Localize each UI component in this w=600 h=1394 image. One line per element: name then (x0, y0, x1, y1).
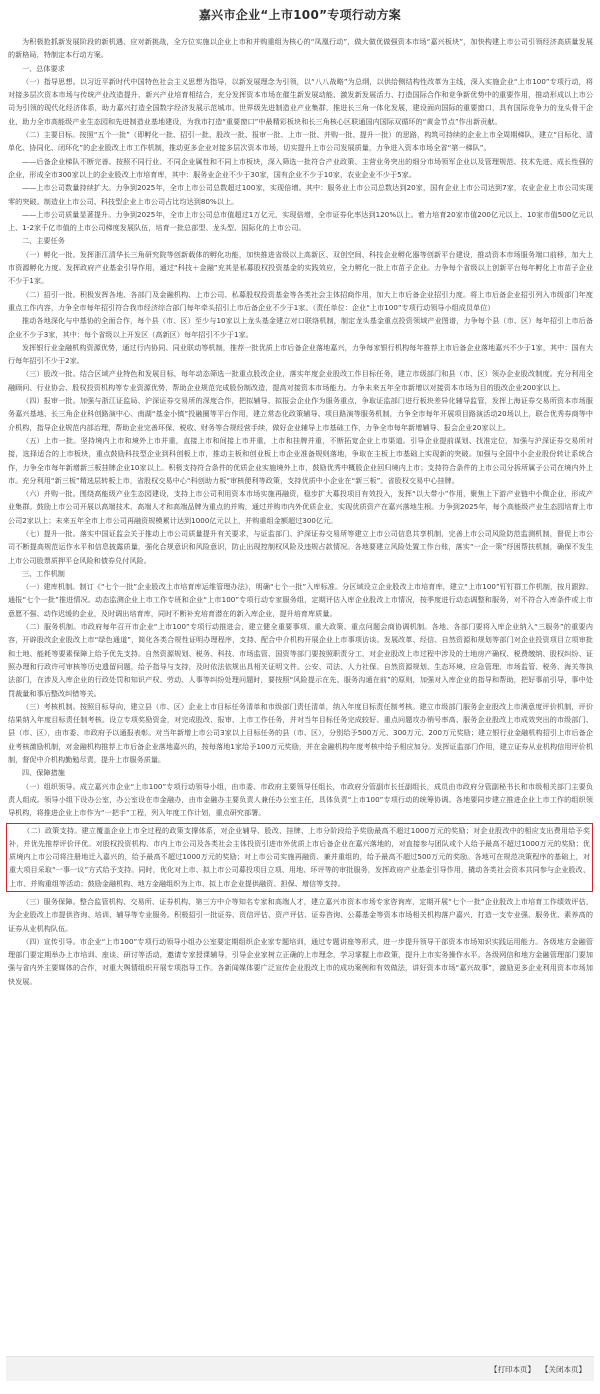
paragraph: （三）股改一批。结合区域产业特色和发展目标，每年动态筛选一批重点股改企业，落实年度企业股改工作目标任务，建立市级部门和县（市、区）领办企业股改制度。充分利用全融顾问、行业协会、股权投资机构等专业资源优势，帮助企业规范完成股份制改造，提高对接资本市场能力。力争未来五年全市新增以对接资本市场为目的股改企业200家以上。 (8, 369, 593, 392)
paragraph: 三、工作机制 (22, 568, 65, 578)
paragraph: （二）主要目标。按照“五个一批”（即孵化一批、招引一批、股改一批、报审一批、上市一批、并购一批、提升一批）的思路，构筑可持续的企业上市全周期梯队，建立“目标化、清单化、协同化、闭环化”的企业股改上市工作机制，推动更多企业对接多层次资本市场，切实提升上市公司发展质量，力争进入资本市场全省“第一梯队”。 (8, 130, 593, 153)
paragraph-list (8, 62, 593, 820)
paragraph: ——上市公司质量显著提升。力争到2025年，全市上市公司总市值超过1万亿元，实现倍增，全市证券化率达到120%以上。着力培育20家市值200亿元以上、10家市值500亿元以上、1-2家千亿市值的上市公司梯度发展队伍，培育一批总部型、龙头型、国际化的上市公司。 (8, 209, 593, 233)
policy-support-paragraph: （二）政策支持。建立覆盖企业上市全过程的政策支撑体系，对企业辅导、股改、挂牌、上市分阶段给予奖励最高不超过1000万元的奖励；对企业股改中的相应支出费用给予奖补，并优先推荐评价评优。对股权投资机构、市内上市公司及各类社会主体投资引进市外优质上市后备企业在嘉兴落地的，对直接参与团队或个人给予最高不超过1000万元的奖励；优质境内上市公司将注册地迁入嘉兴的，给予最高不超过1000万元的奖励；对上市公司实施再融资、兼并重组的，给予最高不超过500万元的奖励。各地可在规范决策程序的基础上，对重大项目采取“一事一议”方式给予支持。同时，优化对上市、拟上市公司募投项目立项、用地、环评等的审批服务，发挥政府产业基金引导作用，撬动各类社会资本共同参与企业股改、上市、并购重组等活动；鼓励金融机构、地方金融组织为上市、拟上市企业提供融资、担保、增信等支持。 (9, 825, 590, 888)
paragraph: （六）并购一批。围绕高能级产业生态园建设，支持上市公司利用资本市场实施再融资，稳步扩大募投项目有效投入，发挥“以大带小”作用，聚焦上下游产业链中小微企业，形成产业集群。鼓励上市公司开展以高端技术、高端人才和高端品牌为重点的并购，通过并购市内外优质企业，实现优质资产在嘉兴落地生根。力争到2025年，每个高能级产业生态园培育上市公司2家以上；未来五年全市上市公司再融资规模累计达到1000亿元以上，并购重组金额超过300亿元。 (8, 489, 593, 525)
paragraph: （四）报审一批。加强与浙江证监局、沪深证券交易所的深度合作，把拟辅导、拟报会企业作为服务重点，争取证监部门进行板块差异化辅导监管，发挥上海证券交易所资本市场服务嘉兴基地、长三角企业科创路演中心、南湖“基金小镇”投融圈等平台作用，建立常态化政策辅导、项目路演等服务机制，力争全市每年开展项目路演活动20场以上，联合优秀券商等中介机构，指导企业规范内部治理，帮助企业完善环保、税收、财务等合规经营手续，做好企业辅导上市基础工作，力争全市每年新增辅导、报会企业20家以上。 (8, 396, 593, 432)
paragraph: （三）考核机制。按照目标导向，建立县（市、区）企业上市目标任务清单和市级部门责任清单，纳入年度目标责任制考核。建立市级部门服务企业股改上市满意度评价机制，评价结果纳入年度目标责任制考核。设立专项奖励资金，对完成股改、报审、上市工作任务，并对当年目标任务完成较好、重点问题攻办销号率高、服务企业股改上市成效突出的市级部门、县（市、区），由市委、市政府予以通报表彰。对当年新增上市公司3家以上目标任务的县（市、区），分别给予500万元、300万元、200万元奖励；建立银行业金融机构招引上市后备企业考核激励机制，对金融机构推荐上市后备企业落地嘉兴的，按每落地1家给予100万元奖励，并在金融机构年度考核中给予相应加分。发挥证监部门作用，建立证券从业机构信用评价机制，督促中介机构勤勉尽责，提升上市服务质量。 (8, 701, 593, 765)
paragraph: （五）上市一批。坚持境内上市和境外上市并重，直接上市和间接上市并重，上市和挂牌并重，不断拓宽企业上市渠道。引导企业提前谋划、找准定位，加强与沪深证券交易所对接，选择适合的上市板块，重点鼓励科技型企业到科创板上市，推动主板和创业板上市企业准备规则落地，争取在主板上市基础上实现新的突破。加强与全国中小企业股份转让系统合作，力争全市每年新增新三板挂牌企业10家以上。积极支持符合条件的优质企业实施境外上市，鼓励优秀中概股企业回归境内上市；支持符合条件的上市公司分拆所属子公司在境内外上市。充分利用“新三板”精选层转板上市，省股权交易中心“科创助力板”审核便利等政策，支持优质中小企业在“新三板”、省股权交易中心挂牌。 (8, 435, 593, 485)
paragraph: 四、保障措施 (22, 768, 65, 778)
paragraph: （一）建库机制。制订《“七个一批”企业股改上市培育库运维管理办法》，明确“七个一批”入库标准。分区域设立企业股改上市培育库，建立“上市100”钉钉群工作机制，按月跟踪、通报“七个一批”推进情况。动态监测企业上市工作专班和企业“上市100”专项行动专家服务组，定期评估入库企业股改上市情况，按季度进行动态调整和服务，对不符合入库条件或上市意愿不强、动作迟缓的企业，及时调出培育库，同时不断补充培育潜在的新入库企业，提升培育库质量。 (8, 582, 593, 618)
paragraph: （一）指导思想。以习近平新时代中国特色社会主义思想为指导，以新发展理念为引领，以“八八战略”为总纲，以供给侧结构性改革为主线，深入实施企业“上市100”专项行动，将对接多层次资本市场与传统产业改造提升、新兴产业培育相结合，充分发挥资本市场在催生新发展动能、激发新发展活力、打造国际合作和竞争新优势中的重要作用，推动形成以上市公司为引领的现代化经济体系，助力嘉兴打造全国数字经济发展示范城市、世界级先进制造业产业集群，推进长三角一体化发展，建设面向国际的重要窗口，具有国际竞争力的龙头骨干企业，助力全市高能级产业生态园和先进制造业基地建设，为我市打造“重要窗口”中最精彩板块和长三角核心区联通国内国际双循环的“黄金节点”作出新贡献。 (8, 76, 593, 126)
paragraph: 二、主要任务 (22, 236, 65, 246)
paragraph: （一）孵化一批。发挥浙江清华长三角研究院等创新载体的孵化功能，加快推进省级以上高新区、双创空间、科技企业孵化器等创新平台建设，推动资本市场服务端口前移，加大上市资源孵化力度。发挥政府产业基金引导作用，通过“科技＋金融”充其是私募股权投资基金的实践效应，全力孵化一批上市苗子企业。力争每个省级以上创新平台每年孵化上市苗子企业不少于1家。 (8, 249, 593, 286)
highlight-box (6, 823, 593, 892)
footer-bar (6, 1356, 594, 1381)
close-page-link[interactable]: 【关闭本页】 (541, 1364, 586, 1374)
paragraph: （三）服务保障。整合监管机构、交易所、证券机构、第三方中介等知名专家和高端人才，建立嘉兴市资本市场专家咨询库，定期开展“七个一批”企业股改上市培育工作绩效评估，为企业股改上市提供咨询、培训、辅导等专业服务。积极招引一批证券、资信评估、资产评估、证券咨询、公募基金等资本市场相关机构落户嘉兴，打造一支专业强、服务优、素养高的证券从业机构队伍。 (8, 897, 593, 933)
intro-paragraph: 为积极抢抓新发展阶段的新机遇、应对新挑战，全方位实施以企业上市和并购重组为核心的“凤凰行动”，做大做优做强资本市场“嘉兴板块”，加快构建上市公司引领经济高质量发展的新格局，特制定本行动方案。 (8, 37, 593, 60)
paragraph: （七）提升一批。落实中国证监会关于推动上市公司质量提升有关要求，与证监部门、沪深证券交易所等建立上市公司信息共享机制，完善上市公司风险防范监测机制，督促上市公司不断提高规范运作水平和信息披露质量，强化合规意识和风险意识，防止出现控制权风险及违规占款情况。各地要建立风险处置工作台账，落实“一企一策”纾困帮扶机制，确保不发生上市公司股票质押平仓风险和债券兑付风险。 (8, 528, 593, 565)
paragraph: 推动各地深化与中基协的全面合作，每个县（市、区）至少与10家以上龙头基金建立对口联络机制，制定龙头基金重点投资领域产业图谱，力争每个县（市、区）每年招引上市后备企业不少于3家，其中：每个省级以上开发区（高新区）每年招引不少于1家。 (8, 316, 593, 339)
paragraph: （一）组织领导。成立嘉兴市企业“上市100”专项行动领导小组，由市委、市政府主要领导任组长，市政府分管副市长任副组长，成员由市政府分管副秘书长和市级相关部门主要负责人组成。领导小组下设办公室，办公室设在市金融办，由市金融办主要负责人兼任办公室主任，具体负责“上市100”专项行动的统筹协调。各地要同步建立推进企业上市工作的组织领导机构，将推进企业上市作为“一把手”工程，列入年度工作计划，重点研究部署。 (8, 781, 593, 818)
paragraph: （二）服务机制。市政府每年召开市企业“上市100”专项行动推进会，建立健全重要事项、重大政策、重点问题会商协调机制。各地、各部门要将入库企业纳入“三服务”的重要内容，开辟股改企业股改上市“绿色通道”，简化各类合规性证明办理程序，支持、配合中介机构开展企业上市事项访谈。发展改革、经信、自然资源和规划等部门对企业投资项目立项审批和土地、能耗等要素保障上给予优先支持。自然资源规划、税务、科技、市场监管、国资等部门要按照职责分工，对企业股改上市过程中涉及的土地房产确权、税费缴纳、股权纠纷、证照办理和行政许可审核等历史遗留问题，给予指导与支持，及时依法依规出具相关证明文件。公安、司法、人力社保、自然资源规划、生态环境、应急管理、市场监管、税务、海关等执法部门，在涉及入库企业的行政处罚和知识产权、劳动、人事等纠纷处理问题时，要按照“风险提示在先、服务沟通在前”的原则，加强对入库企业的指导和帮助，把好事前引导，事中处罚裁量和事后整改纠错等关。 (8, 622, 593, 698)
paragraph: 发挥银行业金融机构资源优势，通过行内协同、同业联动等机制，推荐一批优质上市后备企业落地嘉兴，力争每家银行机构每年推荐上市后备企业落地嘉兴不少于1家，其中：国有大行每年招引不少于2家。 (8, 342, 593, 366)
print-page-link[interactable]: 【打印本页】 (490, 1364, 535, 1374)
paragraph: ——后备企业梯队不断完善。按照不同行业、不同企业属性和不同上市板块，深入筛选一批符合产业政策、主营业务突出的细分市场领军企业以及管理规范、技术先进、成长性强的企业，形成全市300家以上的企业股改上市培育库，其中：服务业企业不少于30家，国有企业不少于10家，农业企业不少于5家。 (8, 156, 593, 179)
paragraph: 一、总体要求 (22, 63, 65, 73)
article-title: 嘉兴市企业“上市100”专项行动方案 (198, 8, 402, 22)
paragraph: ——上市公司数量持续扩大。力争到2025年，全市上市公司总数超过100家，实现倍增。其中：服务业上市公司总数达到20家，国有企业上市公司达到7家，农业企业上市公司实现零的突破。制造业上市公司、科技型企业上市公司占比均达到80%以上。 (8, 183, 593, 206)
article-body (0, 35, 600, 988)
paragraph: （四）宣传引导。市企业“上市100”专项行动领导小组办公室要定期组织企业家专题培训，通过专题讲座等形式，进一步提升领导干部资本市场知识实践运用能力。各级地方金融管理部门要定期举办上市培训、座谈、研讨等活动，邀请专家授课辅导，引导企业家树立正确的上市理念，学习掌握上市政策，提升上市实务操作水平。各级网信和地方金融管理部门要加强与省内外主要媒体的合作，对重大舆情组织开展专项指导工作。各新闻媒体要广泛宣传企业股改上市的成功案例和有效做法，讲好资本市场“嘉兴故事”，激励更多企业利用资本市场加快发展。 (8, 936, 593, 986)
paragraph: （二）招引一批。积极发挥各地、各部门及金融机构、上市公司、私募股权投资基金等各类社会主体招商作用，加大上市后备企业招引力度。将上市后备企业招引列入市级部门年度重点工作内容，力争全市每年招引符合我市经济综合部门每年牵头招引上市后备企业不少于1家。（责任单位：企业“上市100”专项行动领导小组成员单位） (8, 289, 593, 312)
closing-paragraph-list (8, 895, 593, 988)
